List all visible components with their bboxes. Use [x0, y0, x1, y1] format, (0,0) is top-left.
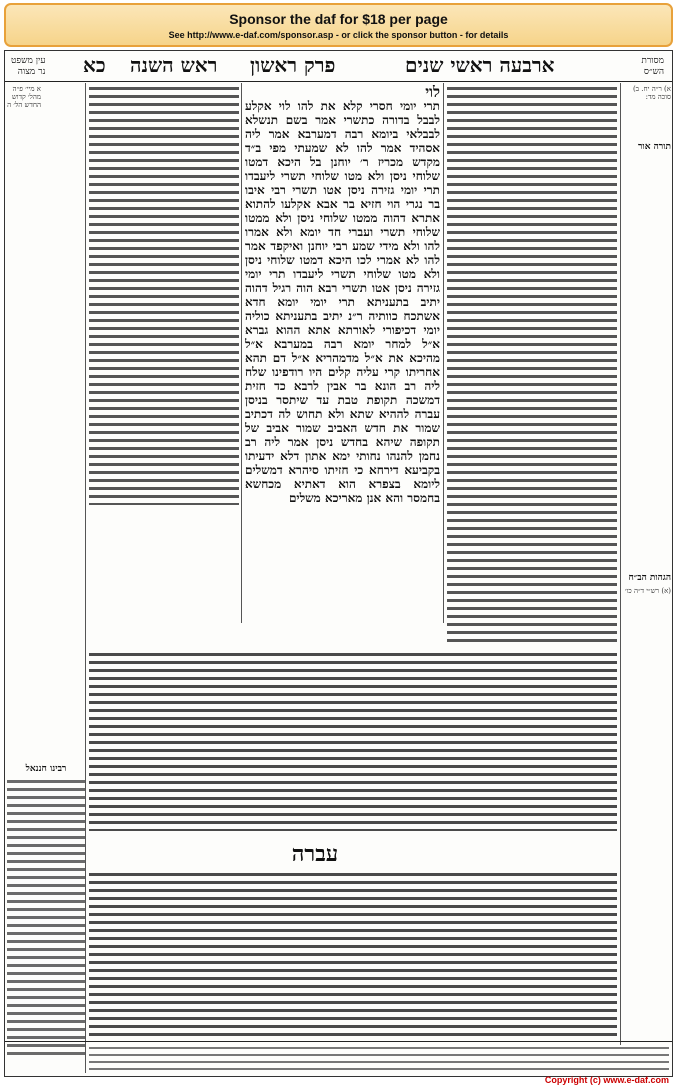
rabbeinu-chananel-label: רבינו חננאל: [25, 764, 67, 774]
sponsor-title[interactable]: Sponsor the daf for $18 per page: [229, 11, 448, 27]
gemara-column: [245, 85, 440, 645]
opening-word: לוי: [425, 85, 440, 101]
rashi-upper: [447, 85, 617, 645]
commentary-middle: [89, 651, 617, 831]
rabbeinu-chananel-column: [7, 763, 85, 1063]
ein-mishpat-label: עין משפט נר מצוה: [11, 56, 46, 77]
gemara-text: תרי יומי חסרי קלא את להו לוי אקלע לבבל בדורה כתשרי אמר בשם תנשלא לבבלאי ביומא רבה דמערבא אמר ליה אסהיד אמר להו לא שמעתי מפי ב״ד מקדש מכריז ר׳ יוחנן בל היכא דמטו שלוחי ניסן ולא מטו שלוחי תשרי ליעבדו תרי יומי גזירה ניסן אטו תשרי רבי איבו בר נגרי הוי חזיא בר אבא אקלעו להתוא אתרא דהוה ממטו שלוחי ניסן ולא ממטו שלוחי תשרי ועברי חד יומא ולא אמרו להו ולא מידי שמע רבי יוחנן ואיקפד אמר להו לא אמרי לכו היכא דמטו שלוחי ניסן ולא מטו שלוחי תשרי ליעבדו תרי יומי גזירה ניסן אטו תשרי רבא הוה רגיל דהוה יתיב בתעניתא תרי יומי יומא חדא אשתכח כוותיה ר״נ יתיב בתעניתא כוליה יומי דכיפורי לאורתא אתא ההוא גברא א״ל למחר יומא רבה במערבא א״ל מהיכא את א״ל מדמהריא א״ל דם תהא אחריתו קרי עליה קלים היו רודפינו שלח ליה רב הונא בר אבין לרבא כד חזית דמשכה תקופת טבת עד שיתסר בניסן עברה לההיא שתא ולא תחוש לה דכתיב שמור את חדש האביב שמור אביב של תקופה שיהא בחדש ניסן אמר ליה רב נחמן להנהו נחותי ימא אתון דלא ידעיתו בקביעא דירחא כי חזיתו סיהרא דמשלים ליומא בצפרא הוא דאתיא מכחשא בחמסר והא אנן מאריכא משלים: [245, 99, 440, 505]
masoret-hashas-label: מסורת הש״ס: [641, 56, 664, 77]
tosafot-upper: [89, 85, 239, 505]
footnotes: [89, 1045, 669, 1073]
copyright-text: Copyright (c) www.e-daf.com: [544, 1075, 669, 1085]
chapter-label: פרק ראשון: [250, 53, 336, 77]
torah-or-label: תורה אור: [637, 142, 671, 152]
header-rule: [5, 81, 672, 82]
chapter-title: ארבעה ראשי שנים: [405, 53, 555, 77]
ein-mishpat-column: א מיי׳ פ״ה מהל׳ קדוש החדש הל׳ ה: [7, 85, 41, 109]
masoret-column: א) ר״ה יח. ב) סוכה מד: תורה אור הגהות הב״ח (א) רש״י ד״ה כו׳: [624, 85, 671, 595]
sponsor-banner[interactable]: [4, 3, 673, 47]
page-number: כא: [83, 53, 106, 77]
talmud-page: [4, 50, 673, 1077]
divider: [241, 83, 242, 623]
divider: [620, 83, 621, 1073]
sponsor-details[interactable]: See http://www.e-daf.com/sponsor.asp - or click the sponsor button - for details: [168, 30, 509, 40]
footnote-rule: [5, 1041, 672, 1042]
hagahot-label: הגהות הב״ח: [628, 573, 671, 583]
divider: [443, 83, 444, 623]
side-heading: עברה: [291, 841, 339, 867]
divider: [85, 83, 86, 1073]
commentary-lower: [89, 871, 617, 1036]
rabbeinu-chananel-text: [7, 778, 85, 1058]
tractate-name: ראש השנה: [130, 53, 218, 77]
